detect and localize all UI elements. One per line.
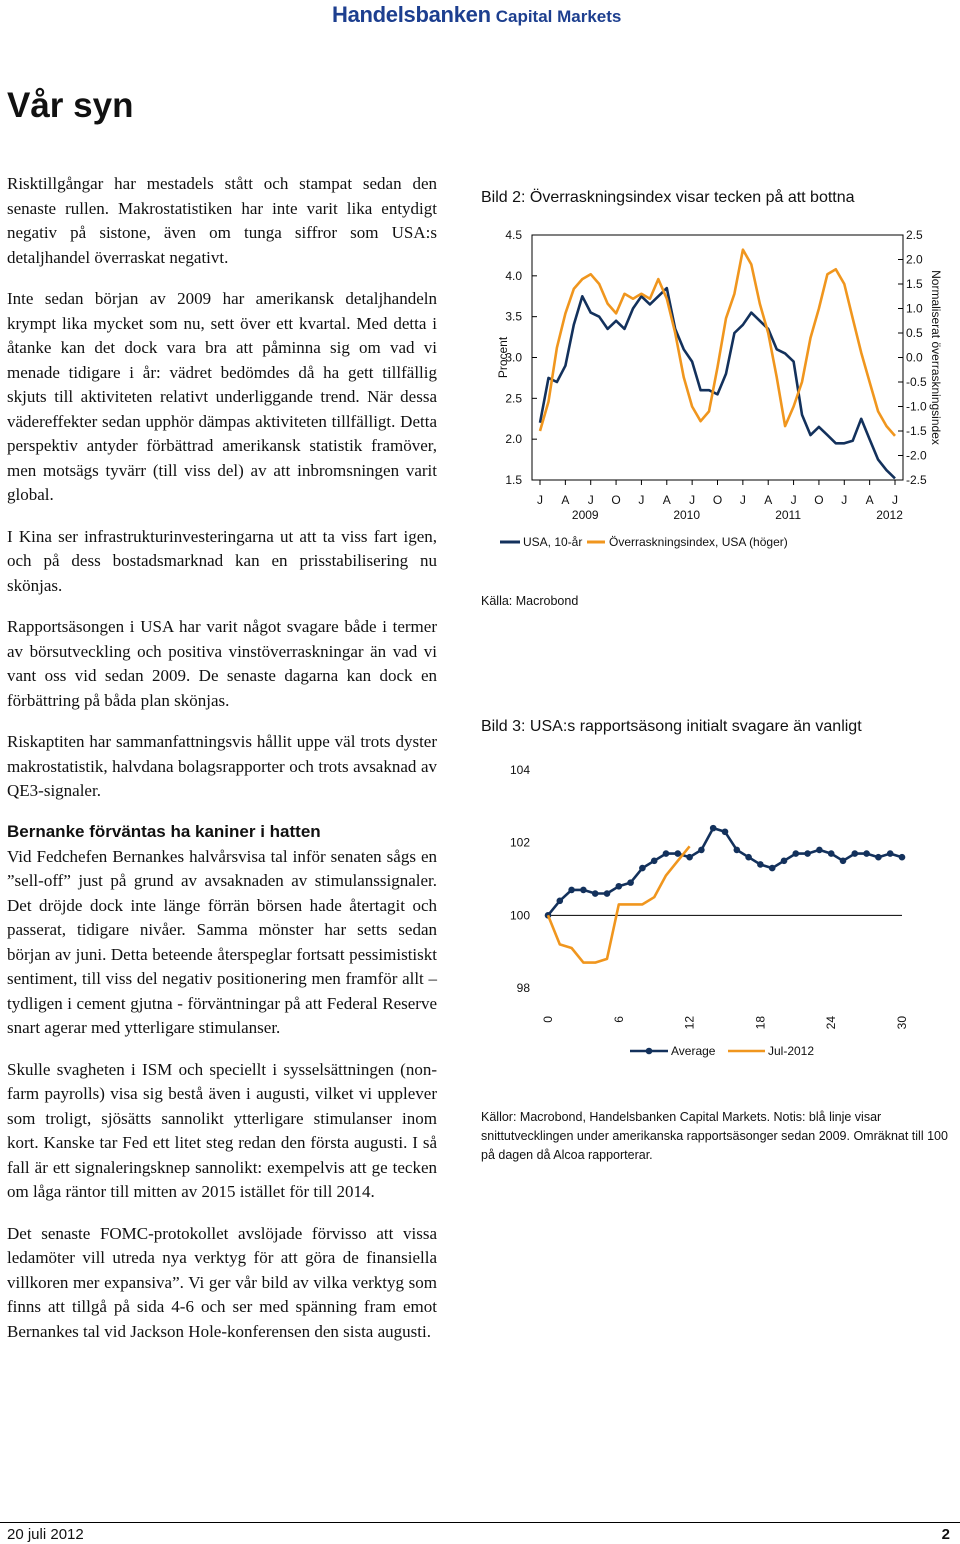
chart2-source: Källa: Macrobond [481,594,579,608]
chart2-y2tick-label: 2.0 [906,252,923,267]
chart3-xtick-label: 6 [611,1016,626,1023]
chart3-xtick-label: 12 [682,1016,697,1030]
chart2-year-label: 2012 [876,508,903,522]
chart3-ytick-label: 98 [516,981,530,995]
chart2-y2tick-label: 0.0 [906,350,923,365]
chart2-y2tick-label: -1.5 [906,424,927,438]
brand-logo [332,2,632,26]
chart2-ytick-label: 4.5 [505,228,522,242]
chart2-month-label: A [865,493,874,507]
chart3-data-point [781,858,788,865]
chart2-series-line-2 [540,250,895,436]
chart2-legend-label-2: Överraskningsindex, USA (höger) [609,535,788,549]
page-title: Vår syn [7,86,134,125]
chart2-y2tick-label: -2.5 [906,473,927,487]
section-heading-bernanke: Bernanke förväntas ha kaniner i hatten [7,821,321,841]
chart3-data-point [887,850,894,857]
chart3-data-point [757,861,764,868]
chart2-ytick-label: 2.5 [505,391,522,406]
page-number: 2 [941,1526,950,1543]
chart3-data-point [899,854,906,861]
chart2-y2tick-label: 0.5 [906,326,923,340]
chart2-month-label: J [790,493,797,507]
chart3-data-point [568,887,575,894]
chart2-month-label: A [764,493,773,507]
chart2-y2tick-label: 1.0 [906,301,923,316]
chart2-month-label: A [561,493,570,507]
chart2-y2tick-label: 2.5 [906,228,923,242]
chart2-year-label: 2010 [673,508,701,522]
chart2-ytick-label: 3.5 [505,309,522,324]
chart2-month-label: A [662,493,671,507]
chart2-y2tick-label: -2.0 [906,448,927,463]
chart3-xtick-label: 24 [824,1016,839,1030]
brand-main: Handelsbanken [332,2,491,27]
chart3-data-point [828,850,835,857]
chart2-legend-label-1: USA, 10-år [523,535,583,549]
chart3-data-point [875,854,882,861]
chart3-data-point [580,887,587,894]
chart3-data-point [675,850,682,857]
chart3-ytick-label: 102 [509,835,530,850]
chart2-year-label: 2009 [571,508,599,522]
chart2-year-label: 2011 [775,508,802,522]
chart3-data-point [651,858,658,865]
chart3-data-point [745,854,752,861]
chart2-month-label: J [689,493,696,507]
paragraph-5: Riskaptiten har sammanfattningsvis hållit uppe väl trots dyster makrostatistik, halvdana bolagsrapporter och trots avsaknad av QE3-signaler. [7,732,437,800]
chart2-title: Bild 2: Överraskningsindex visar tecken på att bottna [481,189,855,206]
chart3-xtick-label: 30 [895,1016,909,1030]
chart3-series-line-1 [548,828,902,915]
chart3-title: Bild 3: USA:s rapportsäsong initialt svagare än vanligt [481,718,862,735]
chart3-data-point [698,847,705,854]
chart2-month-label: O [814,493,824,507]
chart3-data-point [816,847,823,854]
paragraph-6: Vid Fedchefen Bernankes halvårsvisa tal inför senaten sågs en ”sell-off” just på grund av avsaknaden av stimulanssignaler. Det dröjde dock inte länge förrän börsen hade återtagit och passerat, tidigare nivåer. Samma mönster har setts sedan början av juni. Detta beteende återspeglar fortsatt pessimistiskt sentiment, till viss del negativ positionering men framför allt – tydligen i cement gjutna - förväntningar på att Federal Reserve snart agerar med ytterligare stimulanser. [7,846,437,1037]
chart2-ylabel: Procent [496,336,510,379]
chart2-month-label: J [892,493,898,507]
chart3-data-point [710,825,717,832]
chart2-month-label: J [587,493,594,507]
brand-sub: Capital Markets [495,7,622,26]
chart2-ytick-label: 4.0 [505,268,522,283]
chart2-y2label: Normaliserat överraskningsindex [929,270,943,445]
chart3-data-point [722,828,729,835]
chart3-source: Källor: Macrobond, Handelsbanken Capital Markets. Notis: blå linje visar snittutvecklingen under amerikanska rapportsäsonger sedan 2009. Omräknat till 100 på dagen då Alcoa rapporterar. [481,1110,948,1162]
chart2-ytick-label: 2.0 [505,432,522,447]
chart3-ytick-label: 100 [509,908,530,923]
chart3-xtick-label: 0 [541,1016,555,1023]
chart3-data-point [627,879,634,886]
chart2-y2tick-label: 1.5 [906,277,923,291]
chart3-data-point [616,883,623,890]
footer-divider [0,1522,960,1523]
chart3-legend-label-1: Average [671,1044,716,1058]
chart3-data-point [686,854,693,861]
paragraph-2: Inte sedan början av 2009 har amerikansk detaljhandeln krympt lika mycket som nu, sett över ett kvartal. Med detta i åtanke kan det dock vara bra att påminna sig om vad vi menade tidigare i år: vädret bedömdes då ha gett tillfällig skjuts till aktiviteten relativt underliggande trend. När dessa vädereffekter sedan upphör dämpas aktiviteten tillfälligt. Detta perspektiv antyder förbättrad amerikansk statistik framöver, men motsägs tyvärr (till viss del) av att inbromsningen varit global. [7,289,437,504]
chart3-data-point [769,865,776,872]
chart2-month-label: O [611,493,621,507]
paragraph-1: Risktillgångar har mestadels stått och stampat sedan den senaste rullen. Makrostatistiken har inte varit lika entydigt negativ på sistone, även om tunga siffror som USA:s detaljhandel överraskat negativt. [7,174,437,267]
chart2-month-label: J [841,493,848,507]
chart2-y2tick-label: -1.0 [906,399,927,414]
chart2-series-line-1 [540,288,895,478]
chart2-month-label: J [739,493,746,507]
body-text-column [7,172,437,1361]
paragraph-4: Rapportsäsongen i USA har varit något svagare både i termer av börsutveckling och positiva vinstöverraskningar än vad vi vant oss vid sedan 2009. De senaste dagarna kan dock en förbättring på båda plan skönjas. [7,617,437,710]
chart3-data-point [863,850,870,857]
chart3-xtick-label: 18 [753,1016,768,1030]
paragraph-8: Det senaste FOMC-protokollet avslöjade förvisso att vissa ledamöter vill utreda nya verktyg för att göra de finansiella villkoren mer expansiva”. Vi ger vår bild av vilka verktyg som finns att tillgå på sida 4-6 och ser med spänning fram emot Bernankes tal vid Jackson Hole-konferensen den sista augusti. [7,1223,437,1341]
chart2-surprise-index [470,215,950,560]
chart2-month-label: O [712,493,723,507]
chart3-series-line-2 [548,846,690,962]
footer-date: 20 juli 2012 [7,1526,84,1543]
paragraph-3: I Kina ser infrastrukturinvesteringarna ut att ta viss fart igen, och på dess bostadsmarknad kan en prisstabilisering nu skönjas. [7,526,437,595]
chart3-data-point [592,890,599,897]
chart2-month-label: J [537,493,543,507]
chart2-ytick-label: 1.5 [505,473,522,487]
chart2-y2tick-label: -0.5 [906,375,927,389]
chart3-data-point [663,850,670,857]
chart3-legend-marker-1 [646,1048,653,1055]
chart3-data-point [734,847,741,854]
chart3-data-point [804,850,811,857]
chart3-data-point [604,890,611,897]
chart3-data-point [793,850,800,857]
chart3-ytick-label: 104 [509,763,530,777]
chart3-data-point [557,898,564,905]
paragraph-7: Skulle svagheten i ISM och speciellt i sysselsättningen (non-farm payrolls) visa sig bestå även i augusti, vilket vi upplever som troligt, sjösätts sannolikt ytterligare stimulanser inom kort. Kanske tar Fed ett litet steg redan den första augusti. I så fall är ett signaleringsknep sannolikt: exempelvis att ge tecken om låga räntor till mitten av 2015 istället för till 2014. [7,1059,437,1201]
chart3-legend-label-2: Jul-2012 [768,1044,815,1058]
chart2-ytick-label: 3.0 [505,350,522,365]
chart2-month-label: J [638,493,645,507]
chart3-data-point [840,858,847,865]
chart3-data-point [852,850,859,857]
chart3-earnings-season [470,750,950,1070]
chart3-data-point [639,865,646,872]
